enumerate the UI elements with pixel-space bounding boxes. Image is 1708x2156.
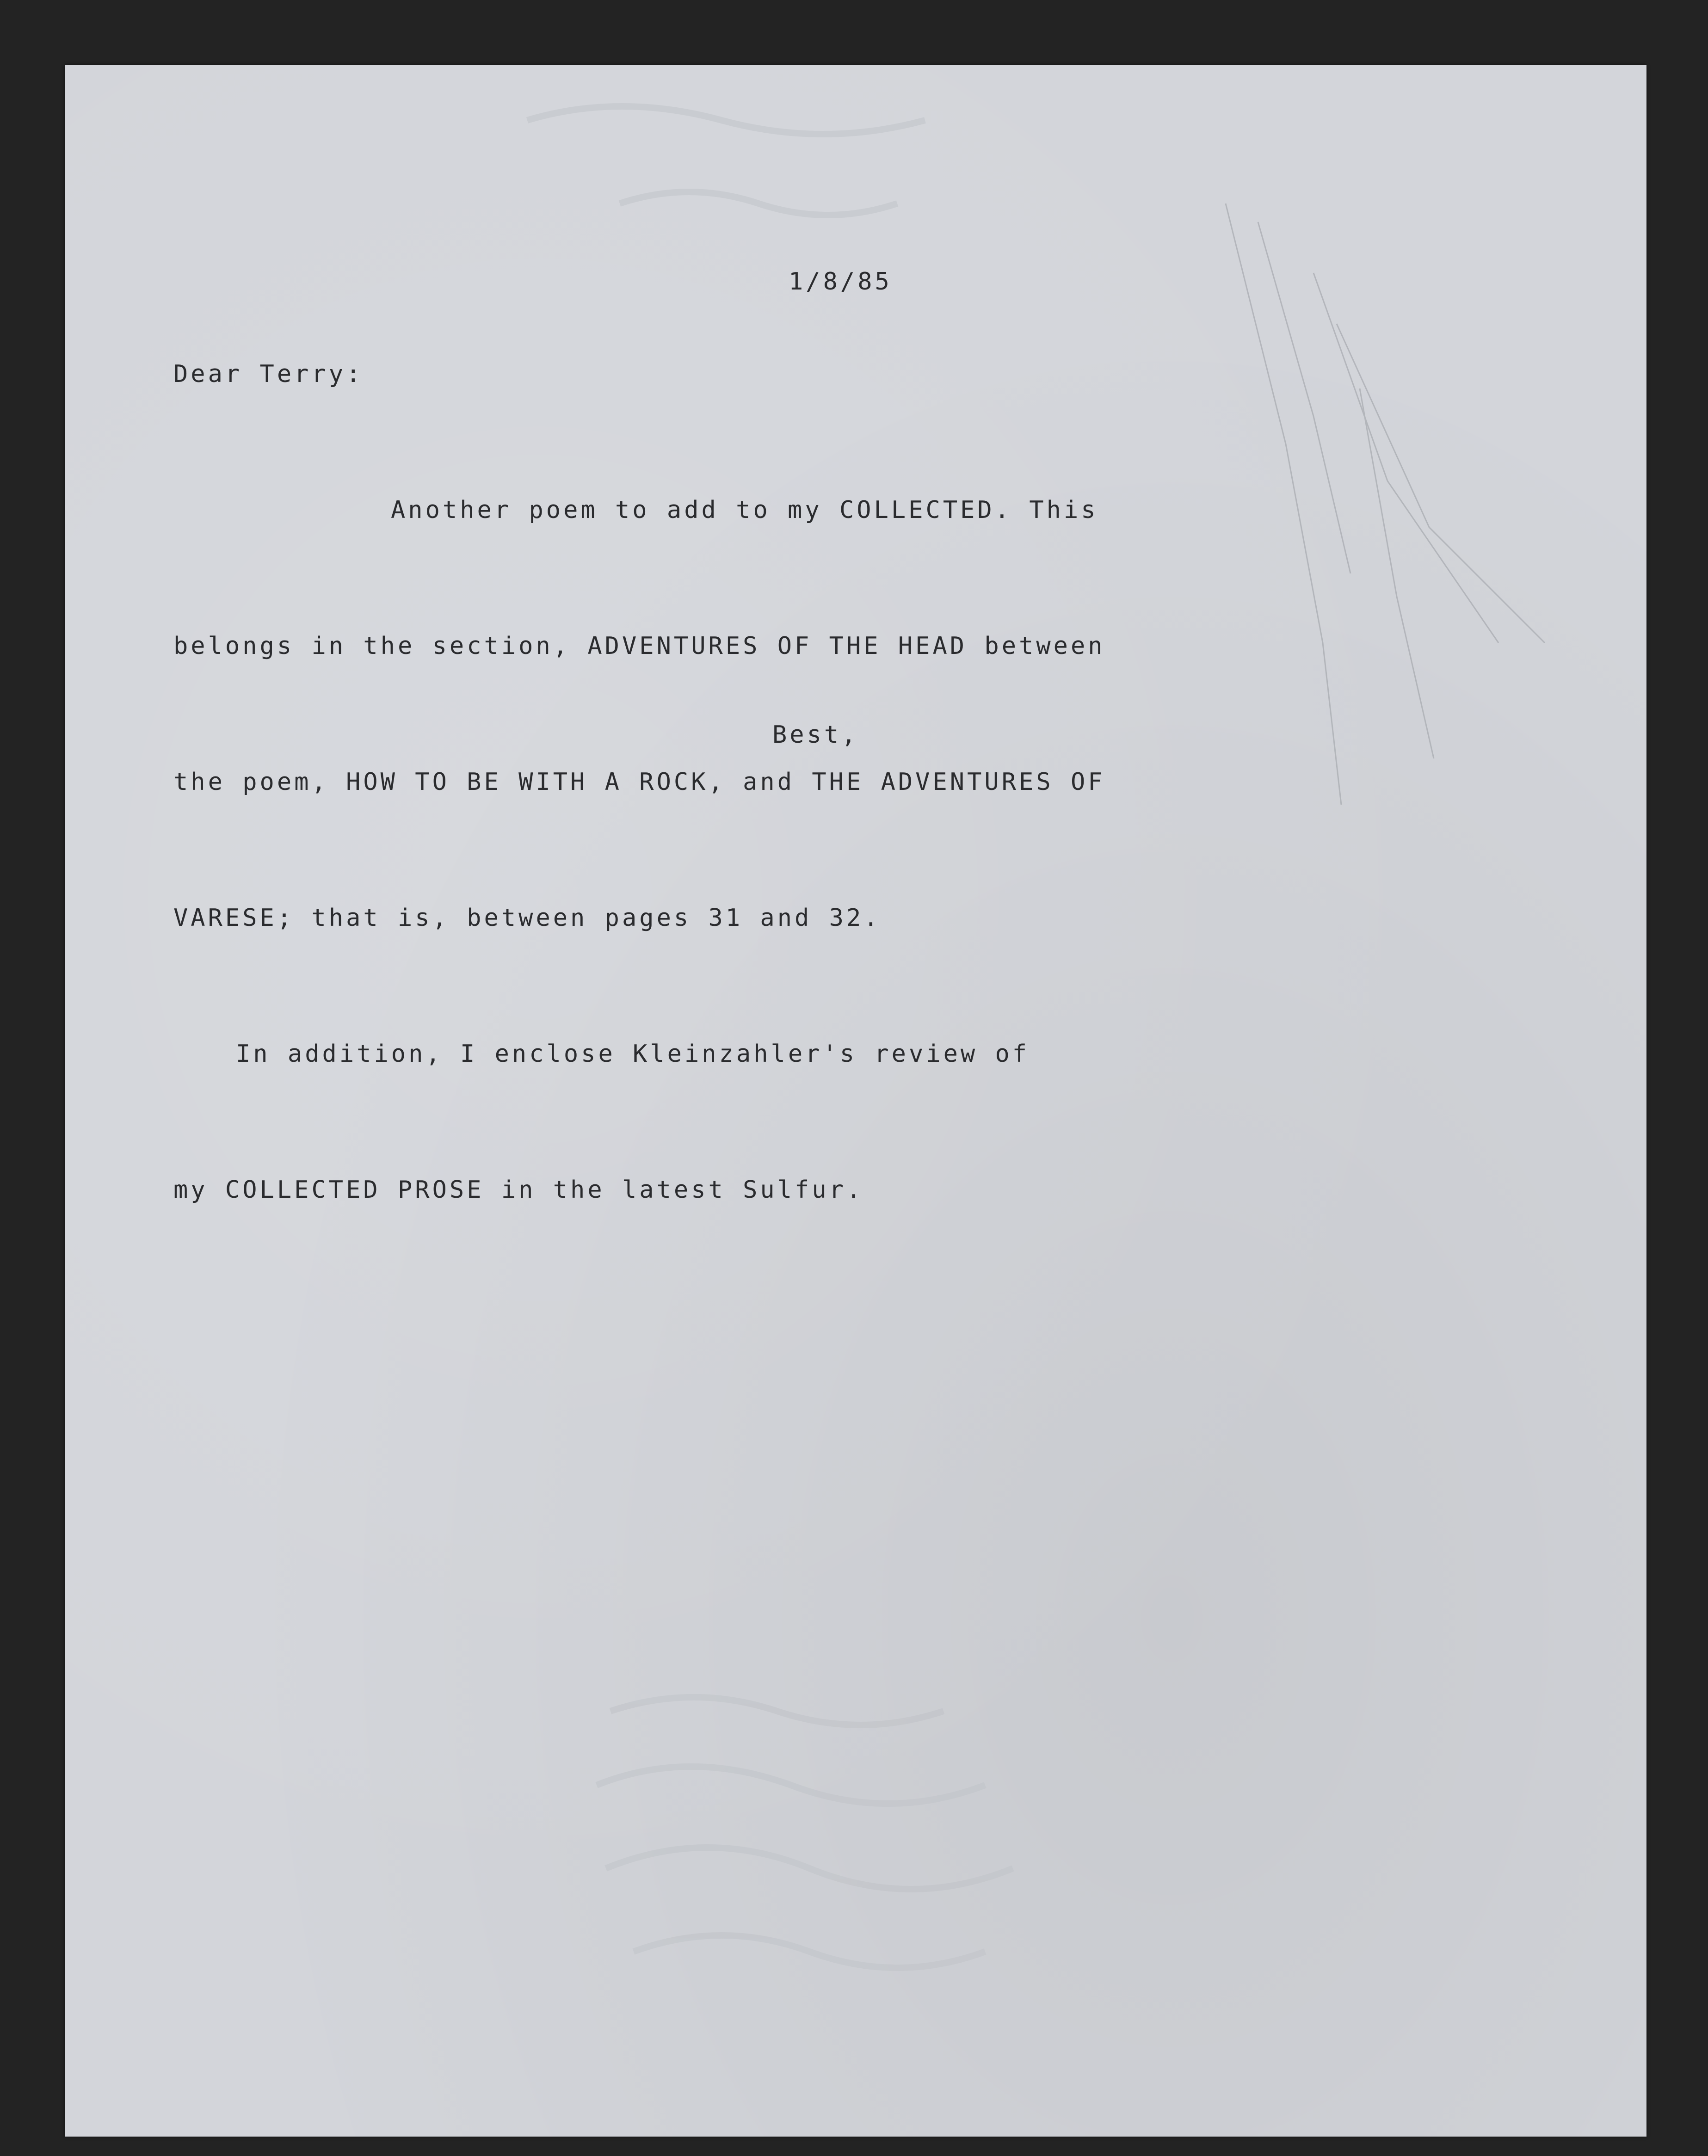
paragraph-2-line-1: In addition, I enclose Kleinzahler's review of — [236, 1040, 1030, 1068]
paragraph-1-line-4: VARESE; that is, between pages 31 and 32. — [173, 904, 881, 932]
letter-page — [65, 65, 1646, 2137]
letter-closing: Best, — [772, 721, 859, 749]
letter-salutation: Dear Terry: — [173, 360, 364, 388]
paragraph-1-line-3: the poem, HOW TO BE WITH A ROCK, and THE ADVENTURES OF — [173, 768, 1105, 796]
paragraph-1-line-1: Another poem to add to my COLLECTED. This — [391, 496, 1098, 524]
paragraph-1-line-2: belongs in the section, ADVENTURES OF THE HEAD between — [173, 632, 1105, 660]
paragraph-2-line-2: my COLLECTED PROSE in the latest Sulfur. — [173, 1176, 864, 1204]
letter-body — [173, 397, 1105, 1303]
letter-date: 1/8/85 — [789, 268, 892, 296]
